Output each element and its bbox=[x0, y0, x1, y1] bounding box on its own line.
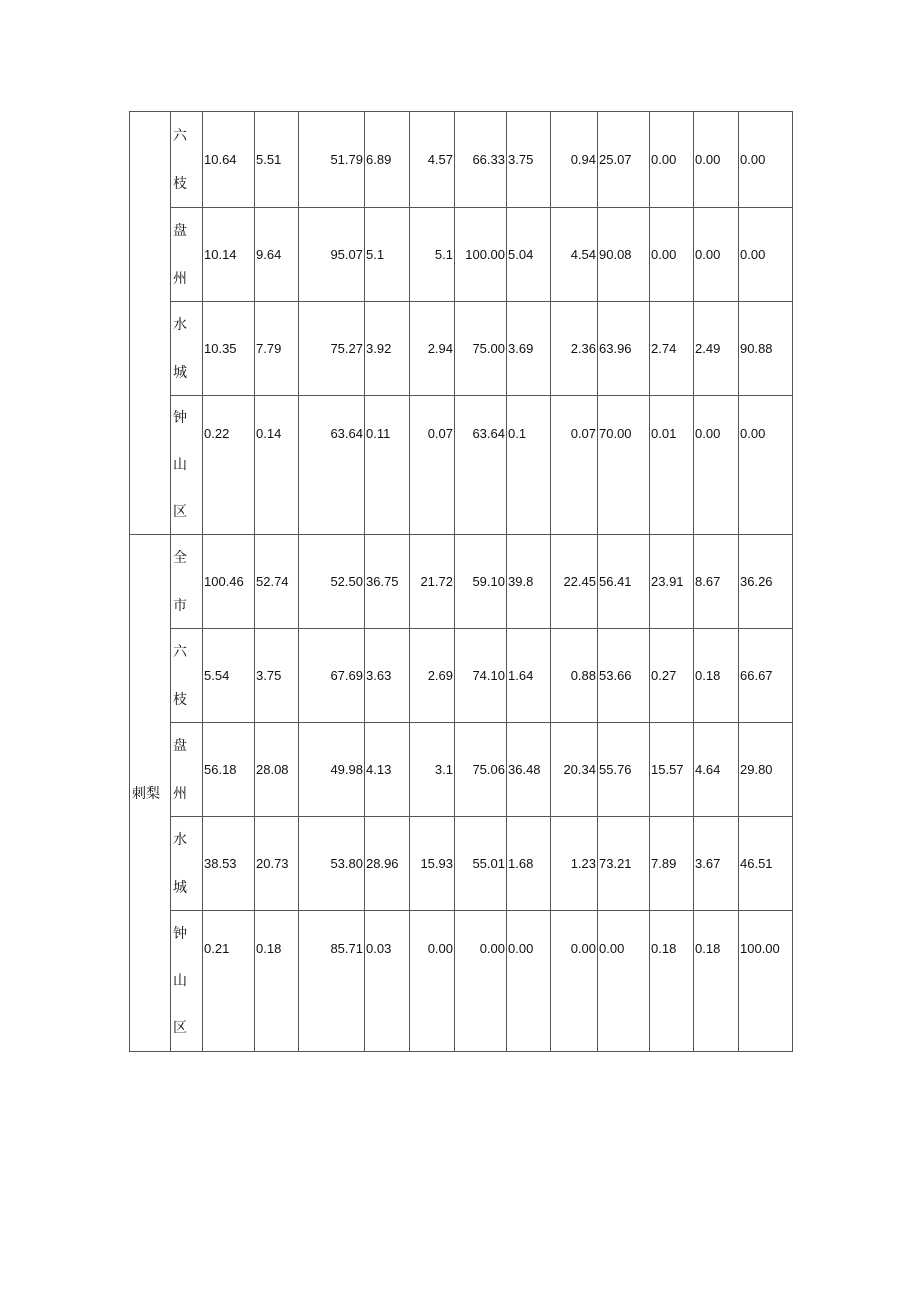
value-cell: 2.74 bbox=[650, 302, 694, 396]
region-cell bbox=[171, 723, 203, 817]
value-cell: 0.18 bbox=[694, 629, 739, 723]
value-cell: 4.54 bbox=[551, 208, 598, 302]
value-cell: 56.41 bbox=[598, 535, 650, 629]
value-cell: 39.8 bbox=[507, 535, 551, 629]
value-cell: 28.08 bbox=[255, 723, 299, 817]
value-cell: 59.10 bbox=[455, 535, 507, 629]
value-cell: 46.51 bbox=[739, 817, 793, 911]
value-cell: 7.79 bbox=[255, 302, 299, 396]
value-cell: 36.75 bbox=[365, 535, 410, 629]
value-cell: 0.1 bbox=[507, 396, 551, 535]
table-row bbox=[130, 817, 793, 911]
value-cell: 36.26 bbox=[739, 535, 793, 629]
value-cell: 0.00 bbox=[739, 208, 793, 302]
region-cell bbox=[171, 629, 203, 723]
value-cell: 23.91 bbox=[650, 535, 694, 629]
value-cell: 66.33 bbox=[455, 112, 507, 208]
region-char: 枝 bbox=[173, 691, 187, 708]
value-cell: 25.07 bbox=[598, 112, 650, 208]
value-cell: 22.45 bbox=[551, 535, 598, 629]
data-table bbox=[129, 111, 793, 1052]
region-char: 钟 bbox=[173, 410, 187, 426]
value-cell: 4.13 bbox=[365, 723, 410, 817]
value-cell: 38.53 bbox=[203, 817, 255, 911]
value-cell: 0.18 bbox=[694, 911, 739, 1052]
value-cell: 74.10 bbox=[455, 629, 507, 723]
value-cell: 85.71 bbox=[299, 911, 365, 1052]
region-char: 六 bbox=[173, 643, 187, 660]
value-cell: 6.89 bbox=[365, 112, 410, 208]
value-cell: 0.00 bbox=[551, 911, 598, 1052]
value-cell: 3.67 bbox=[694, 817, 739, 911]
value-cell: 75.00 bbox=[455, 302, 507, 396]
value-cell: 10.35 bbox=[203, 302, 255, 396]
value-cell: 20.34 bbox=[551, 723, 598, 817]
value-cell: 100.00 bbox=[739, 911, 793, 1052]
region-char: 全 bbox=[173, 549, 187, 566]
value-cell: 52.50 bbox=[299, 535, 365, 629]
value-cell: 55.76 bbox=[598, 723, 650, 817]
region-char: 城 bbox=[173, 364, 187, 381]
value-cell: 0.00 bbox=[694, 112, 739, 208]
region-char: 钟 bbox=[173, 926, 187, 942]
value-cell: 0.00 bbox=[694, 208, 739, 302]
value-cell: 0.11 bbox=[365, 396, 410, 535]
value-cell: 8.67 bbox=[694, 535, 739, 629]
value-cell: 0.00 bbox=[694, 396, 739, 535]
value-cell: 0.14 bbox=[255, 396, 299, 535]
region-char: 区 bbox=[173, 504, 187, 520]
value-cell: 3.92 bbox=[365, 302, 410, 396]
value-cell: 0.00 bbox=[650, 208, 694, 302]
value-cell: 56.18 bbox=[203, 723, 255, 817]
region-char: 山 bbox=[173, 973, 187, 989]
table-row bbox=[130, 302, 793, 396]
table-row bbox=[130, 396, 793, 535]
value-cell: 53.80 bbox=[299, 817, 365, 911]
table-row bbox=[130, 629, 793, 723]
value-cell: 0.18 bbox=[650, 911, 694, 1052]
value-cell: 2.36 bbox=[551, 302, 598, 396]
value-cell: 29.80 bbox=[739, 723, 793, 817]
value-cell: 0.94 bbox=[551, 112, 598, 208]
value-cell: 95.07 bbox=[299, 208, 365, 302]
value-cell: 0.22 bbox=[203, 396, 255, 535]
crop-name-cell bbox=[130, 112, 171, 535]
value-cell: 0.18 bbox=[255, 911, 299, 1052]
value-cell: 70.00 bbox=[598, 396, 650, 535]
value-cell: 53.66 bbox=[598, 629, 650, 723]
value-cell: 100.00 bbox=[455, 208, 507, 302]
value-cell: 15.93 bbox=[410, 817, 455, 911]
value-cell: 7.89 bbox=[650, 817, 694, 911]
value-cell: 0.07 bbox=[410, 396, 455, 535]
region-char: 盘 bbox=[173, 737, 187, 754]
value-cell: 0.03 bbox=[365, 911, 410, 1052]
value-cell: 36.48 bbox=[507, 723, 551, 817]
region-cell bbox=[171, 208, 203, 302]
value-cell: 9.64 bbox=[255, 208, 299, 302]
value-cell: 55.01 bbox=[455, 817, 507, 911]
region-cell bbox=[171, 112, 203, 208]
value-cell: 3.75 bbox=[255, 629, 299, 723]
value-cell: 0.00 bbox=[507, 911, 551, 1052]
value-cell: 0.00 bbox=[598, 911, 650, 1052]
value-cell: 15.57 bbox=[650, 723, 694, 817]
region-cell bbox=[171, 817, 203, 911]
value-cell: 10.64 bbox=[203, 112, 255, 208]
value-cell: 63.64 bbox=[299, 396, 365, 535]
table-row bbox=[130, 112, 793, 208]
value-cell: 3.75 bbox=[507, 112, 551, 208]
value-cell: 90.88 bbox=[739, 302, 793, 396]
region-char: 市 bbox=[173, 597, 187, 614]
value-cell: 2.94 bbox=[410, 302, 455, 396]
value-cell: 5.51 bbox=[255, 112, 299, 208]
value-cell: 3.1 bbox=[410, 723, 455, 817]
table-row bbox=[130, 723, 793, 817]
value-cell: 0.27 bbox=[650, 629, 694, 723]
value-cell: 100.46 bbox=[203, 535, 255, 629]
value-cell: 0.01 bbox=[650, 396, 694, 535]
table-row bbox=[130, 208, 793, 302]
table-row bbox=[130, 535, 793, 629]
value-cell: 5.1 bbox=[365, 208, 410, 302]
value-cell: 4.64 bbox=[694, 723, 739, 817]
table-body bbox=[130, 112, 793, 1052]
value-cell: 4.57 bbox=[410, 112, 455, 208]
value-cell: 5.04 bbox=[507, 208, 551, 302]
value-cell: 10.14 bbox=[203, 208, 255, 302]
region-char: 盘 bbox=[173, 222, 187, 239]
region-char: 水 bbox=[173, 831, 187, 848]
value-cell: 63.64 bbox=[455, 396, 507, 535]
value-cell: 0.00 bbox=[455, 911, 507, 1052]
table-row bbox=[130, 911, 793, 1052]
value-cell: 73.21 bbox=[598, 817, 650, 911]
region-char: 山 bbox=[173, 457, 187, 473]
region-char: 枝 bbox=[173, 175, 187, 192]
value-cell: 1.23 bbox=[551, 817, 598, 911]
value-cell: 0.07 bbox=[551, 396, 598, 535]
region-char: 区 bbox=[173, 1020, 187, 1036]
value-cell: 20.73 bbox=[255, 817, 299, 911]
region-cell bbox=[171, 396, 203, 535]
value-cell: 75.27 bbox=[299, 302, 365, 396]
crop-name-cell: 刺梨 bbox=[130, 535, 171, 1052]
value-cell: 0.00 bbox=[650, 112, 694, 208]
value-cell: 28.96 bbox=[365, 817, 410, 911]
value-cell: 90.08 bbox=[598, 208, 650, 302]
region-char: 水 bbox=[173, 316, 187, 333]
value-cell: 3.69 bbox=[507, 302, 551, 396]
value-cell: 67.69 bbox=[299, 629, 365, 723]
region-cell bbox=[171, 911, 203, 1052]
value-cell: 0.00 bbox=[410, 911, 455, 1052]
region-char: 六 bbox=[173, 127, 187, 144]
value-cell: 0.88 bbox=[551, 629, 598, 723]
value-cell: 51.79 bbox=[299, 112, 365, 208]
value-cell: 3.63 bbox=[365, 629, 410, 723]
region-char: 城 bbox=[173, 879, 187, 896]
region-cell bbox=[171, 302, 203, 396]
value-cell: 1.68 bbox=[507, 817, 551, 911]
value-cell: 63.96 bbox=[598, 302, 650, 396]
value-cell: 1.64 bbox=[507, 629, 551, 723]
region-char: 州 bbox=[173, 785, 187, 802]
value-cell: 66.67 bbox=[739, 629, 793, 723]
value-cell: 0.00 bbox=[739, 112, 793, 208]
value-cell: 5.1 bbox=[410, 208, 455, 302]
value-cell: 0.00 bbox=[739, 396, 793, 535]
value-cell: 49.98 bbox=[299, 723, 365, 817]
region-cell bbox=[171, 535, 203, 629]
value-cell: 21.72 bbox=[410, 535, 455, 629]
value-cell: 2.49 bbox=[694, 302, 739, 396]
region-char: 州 bbox=[173, 270, 187, 287]
value-cell: 2.69 bbox=[410, 629, 455, 723]
value-cell: 5.54 bbox=[203, 629, 255, 723]
value-cell: 0.21 bbox=[203, 911, 255, 1052]
value-cell: 75.06 bbox=[455, 723, 507, 817]
value-cell: 52.74 bbox=[255, 535, 299, 629]
